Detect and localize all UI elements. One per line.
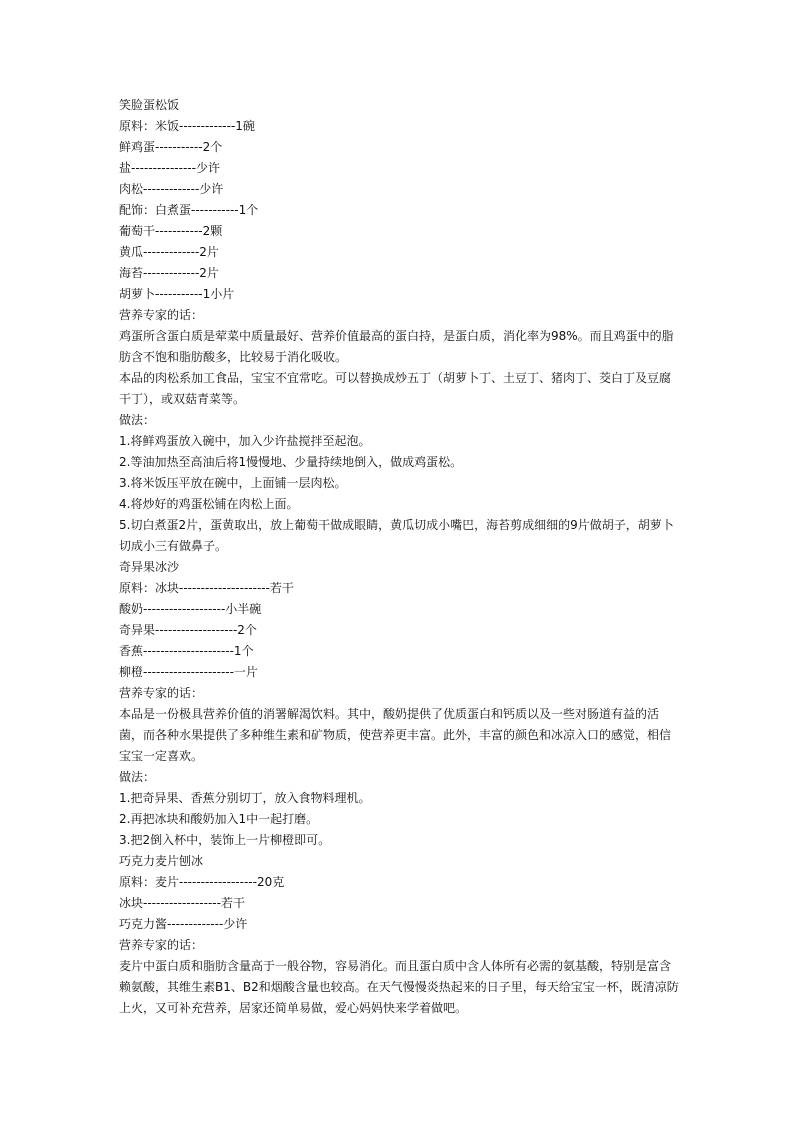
recipe-title: 巧克力麦片刨冰 [119,854,204,868]
ingredient-line: 奇异果-------------------2个 [119,623,257,637]
ingredient-line: 盐---------------少许 [119,161,220,175]
ingredient-line: 原料：麦片------------------20克 [119,875,285,889]
recipe-title: 笑脸蛋松饭 [119,98,180,112]
recipe-chocolate-oat-shaved-ice [119,851,682,1019]
ingredient-line: 黄瓜-------------2片 [119,245,219,259]
step-line: 2.等油加热至高油后将1慢慢地、少量持续地倒入，做成鸡蛋松。 [119,455,463,469]
expert-paragraph: 本品是一份极具营养价值的消署解渴饮料。其中，酸奶提供了优质蛋白和钙质以及一些对肠道有益的活菌，而各种水果提供了多种维生素和矿物质，使营养更丰富。此外，丰富的颜色和冰凉入口的感觉，相信宝宝一定喜欢。 [119,707,672,763]
step-line: 5.切白煮蛋2片，蛋黄取出，放上葡萄干做成眼睛，黄瓜切成小嘴巴，海苔剪成细细的9片做胡子，胡萝卜切成小三有做鼻子。 [119,518,674,553]
expert-paragraph: 麦片中蛋白质和脂肪含量高于一般谷物，容易消化。而且蛋白质中含人体所有必需的氨基酸，特别是富含赖氨酸，其维生素B1、B2和烟酸含量也较高。在天气慢慢炎热起来的日子里，每天给宝宝一杯，既清凉防上火，又可补充营养，居家还简单易做，爱心妈妈快来学着做吧。 [119,959,679,1015]
expert-label: 营养专家的话： [119,938,204,952]
expert-label: 营养专家的话： [119,686,204,700]
ingredient-line: 冰块------------------若干 [119,896,245,910]
recipe-smiley-egg-floss-rice [119,95,682,557]
ingredient-line: 香蕉---------------------1个 [119,644,254,658]
step-line: 4.将炒好的鸡蛋松铺在肉松上面。 [119,497,299,511]
step-line: 3.将米饭压平放在碗中，上面铺一层肉松。 [119,476,347,490]
step-line: 1.把奇异果、香蕉分别切丁，放入食物料理机。 [119,791,371,805]
ingredient-line: 原料：冰块---------------------若干 [119,581,294,595]
ingredient-line: 原料：米饭-------------1碗 [119,119,255,133]
method-label: 做法： [119,770,156,784]
ingredient-line: 鲜鸡蛋-----------2个 [119,140,223,154]
ingredient-line: 胡萝卜-----------1小片 [119,287,235,301]
ingredient-line: 海苔-------------2片 [119,266,219,280]
ingredient-line: 巧克力酱-------------少许 [119,917,248,931]
ingredient-line: 肉松-------------少许 [119,182,224,196]
ingredient-line: 配饰：白煮蛋-----------1个 [119,203,259,217]
expert-paragraph: 鸡蛋所含蛋白质是荤菜中质量最好、营养价值最高的蛋白持，是蛋白质，消化率为98%。而且鸡蛋中的脂肪含不饱和脂肪酸多，比较易于消化吸收。 [119,329,674,364]
method-label: 做法： [119,413,156,427]
ingredient-line: 酸奶-------------------小半碗 [119,602,262,616]
ingredient-line: 柳橙---------------------一片 [119,665,258,679]
recipe-kiwi-smoothie [119,557,682,851]
expert-paragraph: 本品的肉松系加工食品，宝宝不宜常吃。可以替换成炒五丁（胡萝卜丁、土豆丁、猪肉丁、茭白丁及豆腐干丁），或双菇青菜等。 [119,371,672,406]
ingredient-line: 葡萄干-----------2颗 [119,224,223,238]
step-line: 2.再把冰块和酸奶加入1中一起打磨。 [119,812,319,826]
recipe-title: 奇异果冰沙 [119,560,180,574]
step-line: 1.将鲜鸡蛋放入碗中，加入少许盐搅拌至起泡。 [119,434,371,448]
step-line: 3.把2倒入杯中，装饰上一片柳橙即可。 [119,833,331,847]
expert-label: 营养专家的话： [119,308,204,322]
